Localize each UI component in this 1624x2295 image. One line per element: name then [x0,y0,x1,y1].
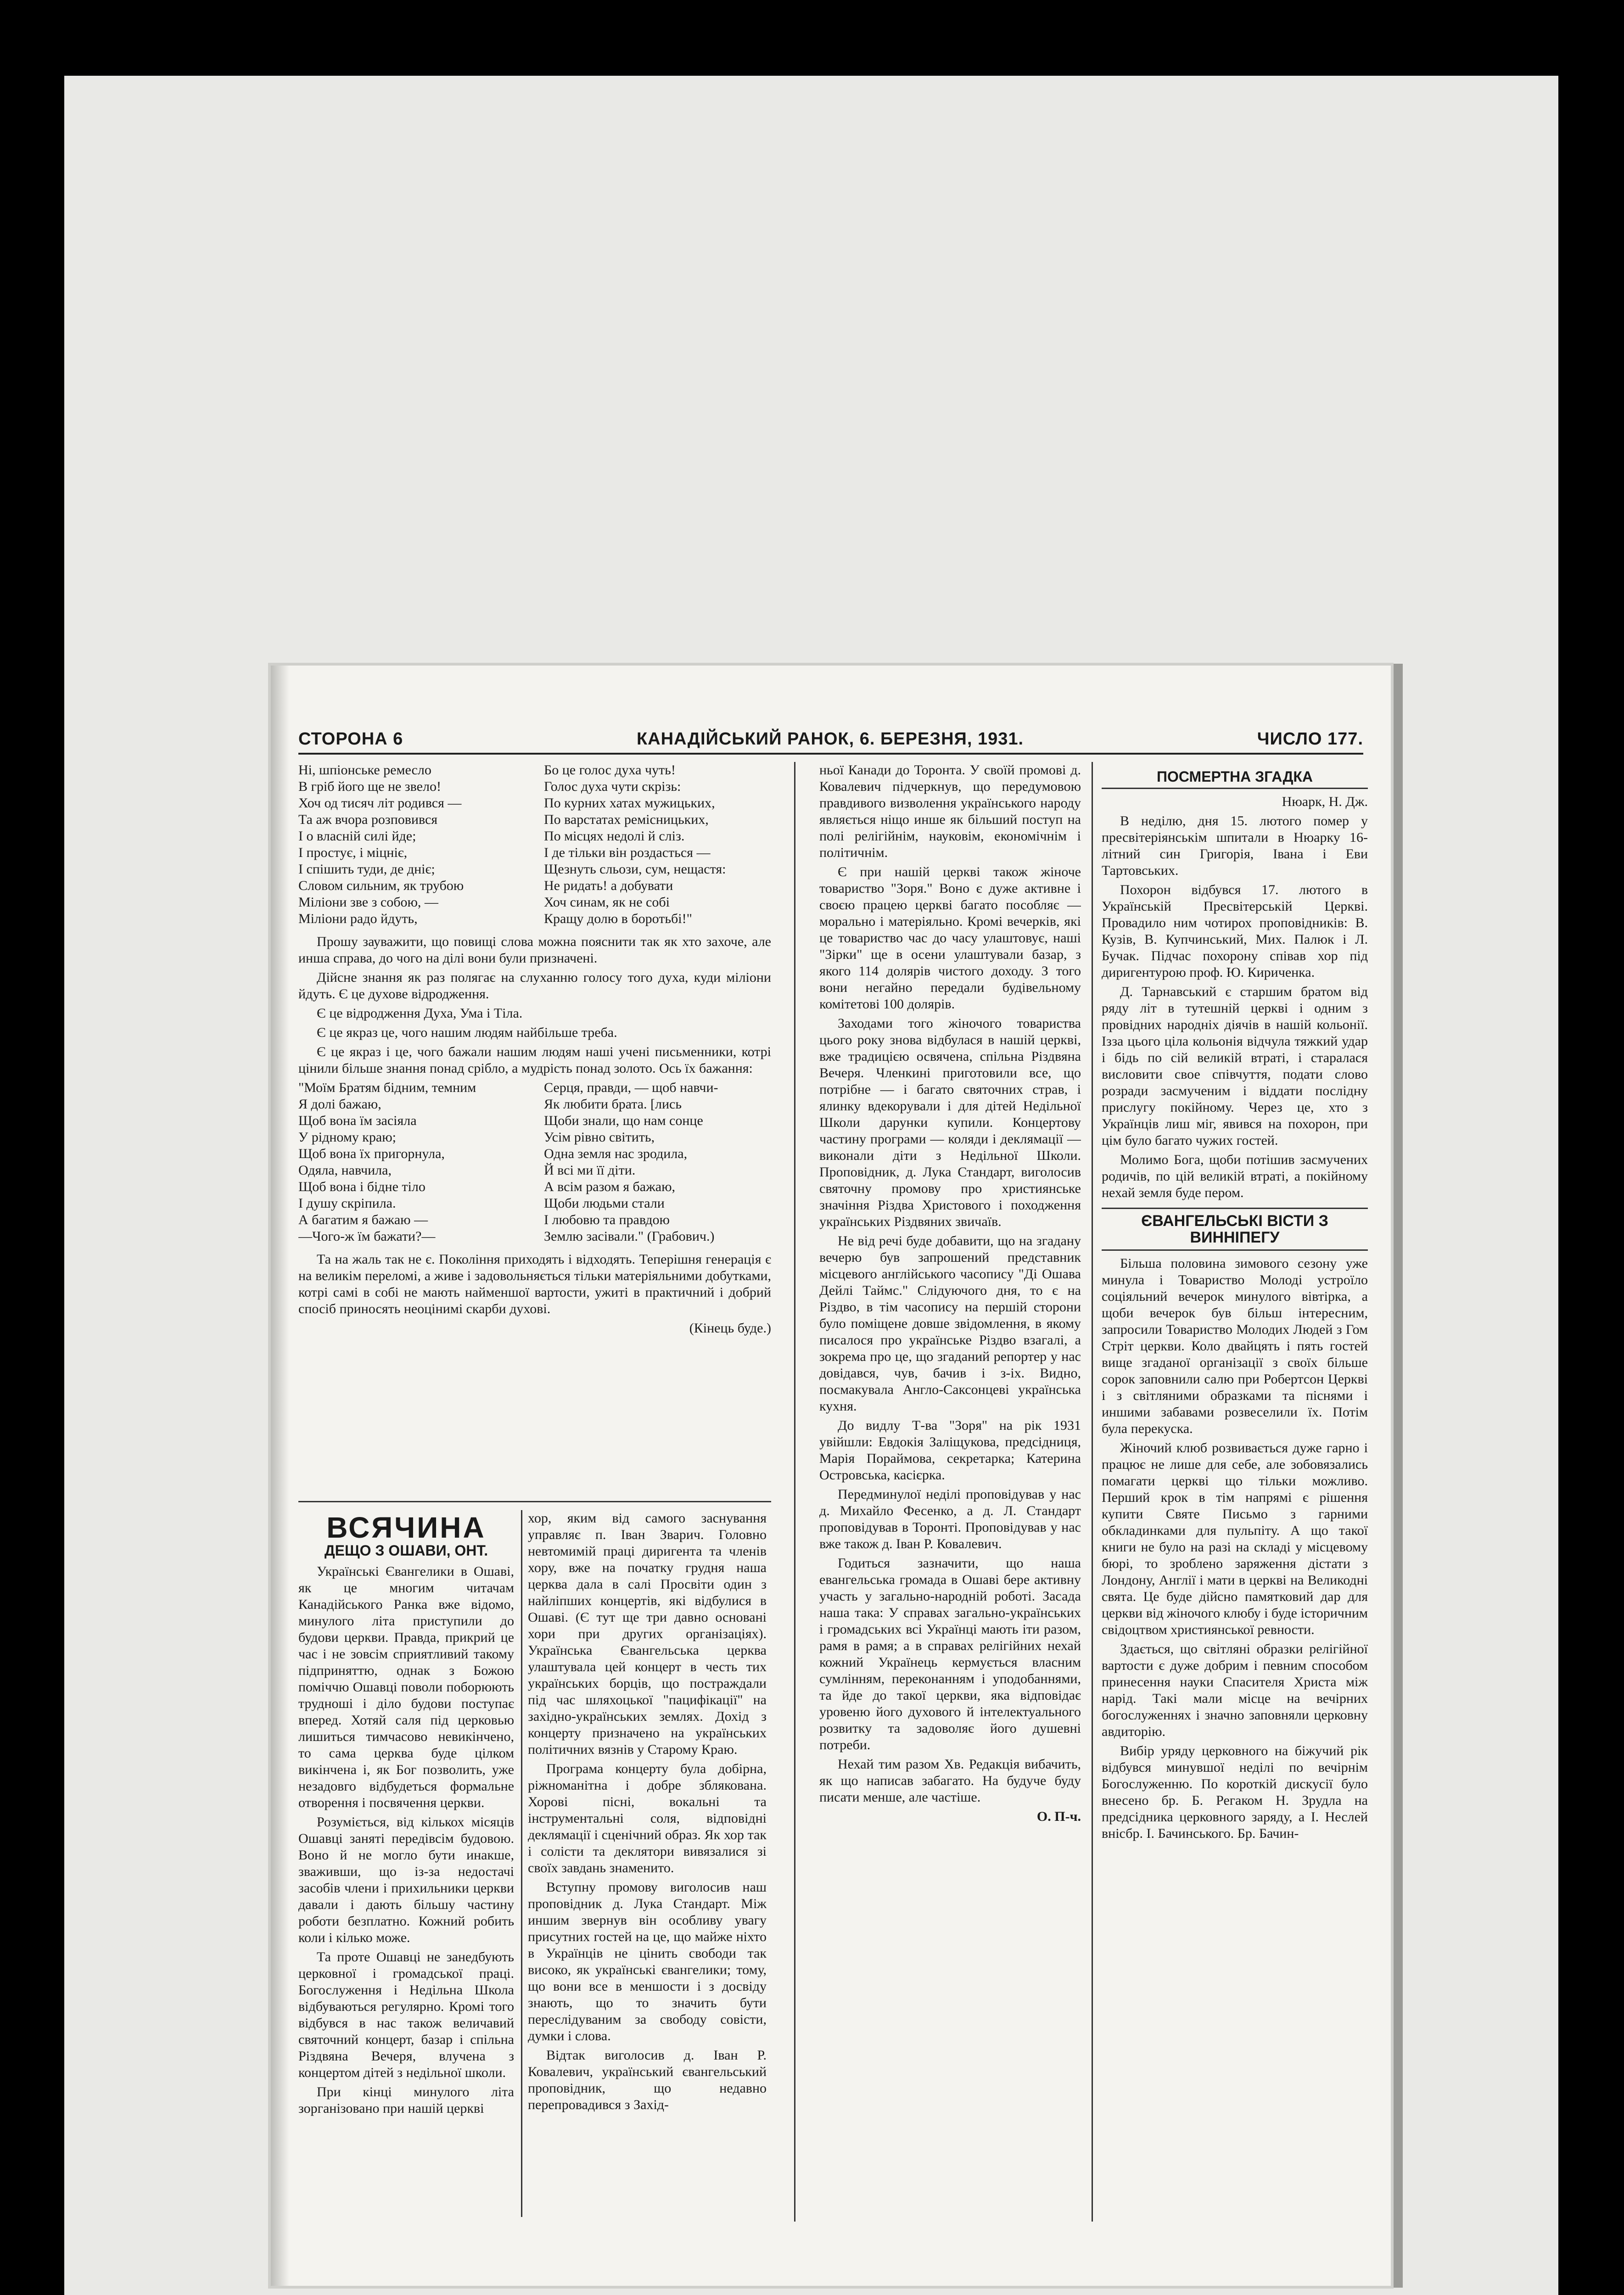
poem-line: Не ридать! а добувати [544,878,673,893]
paragraph: Та проте Ошавці не занедбують церковної і громадської праці. Богослуження і Недільна Школа відбуваються регулярно. Кромі того відбувся в нас також величавий святочний концерт, базар і спільна Різдвяна Вечеря, влучена з концертом дітей з недільної школи. [298,1949,514,2080]
poem-right [544,1080,771,1245]
paragraph: Заходами того жіночого товариства цього року знова відбулася в нашій церкві, вже традицією освячена, спільна Різдвяна Вечеря. Членкині приготовили все, що потрібне — і багато святочних страв, і ялинку вдекорували і для дітей Недільної Школи дарунки купили. Концертову частину програми — коляди і деклямації — виконали діти з Недільної Школи. Проповідник, д. Лука Стандарт, виголосив святочну промову про християнське значіння Різдва Христового і походження українських Різдвяних звичаїв. [819,1016,1081,1229]
article-subtitle: ДЕЩО З ОШАВИ, ОНТ. [324,1542,488,1559]
poem-line: Землю засівали." (Грабович.) [544,1229,715,1244]
poem-line: По курних хатах мужицьких, [544,795,715,811]
newspaper-page [271,666,1391,2286]
paragraph: Молимо Бога, щоби потішив засмучених родичів, по цій великій втраті, а покійному нехай земля буде пером. [1102,1152,1368,1200]
column-vsiachyna-cont [528,1510,767,2226]
poem-left [298,762,526,927]
paragraph: Вступну промову виголосив наш проповідник д. Лука Стандарт. Між иншим звернув він особливу увагу присутних гостей на це, що майже ніхто в Українців не цінить свободи так високо, як українські євангелики; тому, що вони все в меншости і з досвіду знають, що то значить бути переслідуваним за свободу совісти, думки і слова. [528,1880,767,2043]
poem-line: Бо це голос духа чуть! [544,762,676,778]
poem-line: Щоб вона їм засіяла [298,1113,417,1128]
poem-line: —Чого-ж їм бажати?— [298,1229,436,1244]
issue-number: ЧИСЛО 177. [1257,729,1363,749]
poem-line: Ні, шпіонське ремесло [298,762,431,778]
paragraph: ньої Канади до Торонта. У своїй промові д. Ковалевич підчеркнув, що передумовою правдивого визволення українського народу являється ніщо инше як більший поступ на полі релігійнім, науковім, економічнім і політичнім. [819,762,1081,860]
column-rule [794,762,795,2222]
poem-left [298,1080,526,1245]
paragraph: Українські Євангелики в Ошаві, як це многим читачам Канадійського Ранка вже відомо, минулого літа приступили до будови церкви. Правда, прикрий це час і не зовсім сприятливий такому підприняттю, однак з Божою поміччю Ошавці поволи поборюють трудноші і діло будови поступає вперед. Хотяй саля під церковью лишиться тимчасово невикінчено, то сама церква буде цілком викінчена і, як Бог позволить, уже незадовго відбудеться формальне отворення і посвячення церкви. [298,1564,514,1810]
poem-line: Та аж вчора розповився [298,812,438,827]
column-essay [298,762,771,1496]
poem-line: Й всі ми її діти. [544,1163,636,1178]
poem-line: По варстатах ремісницьких, [544,812,709,827]
poem-line: Щоб вона і бідне тіло [298,1179,426,1194]
poem-line: А всім разом я бажаю, [544,1179,676,1194]
paragraph: Відтак виголосив д. Іван Р. Ковалевич, український євангельський проповідник, що недавно перепровадився з Захід- [528,2048,767,2112]
paragraph: Передминулої неділі проповідував у нас д. Михайло Фесенко, а д. Л. Стандарт проповідував в Торонті. Проповідував у нас вже також д. Іван Р. Ковалевич. [819,1487,1081,1551]
poem-line: Щоб вона їх пригорнула, [298,1146,445,1161]
poem-line: Усім рівно світить, [544,1130,655,1145]
paragraph: Програма концерту була добірна, ріжноманітна і добре зблякована. Хорові пісні, вокальні та інструментальні соля, відповідні деклямації і сценічний образ. Як хор так і солісти та деклятори вивязалися зі своїх завдань знаменито. [528,1761,767,1875]
poem-line: Я долі бажаю, [298,1097,381,1112]
poem-line: І о власній силі йде; [298,828,416,844]
poem-line: І де тільки він роздасться — [544,845,711,860]
paragraph: Більша половина зимового сезону уже минула і Товариство Молоді устроїло соціяльний вечерок минулого вівтірка, а щоби вечерок був більш інтересним, запросили Товариство Молодих Людей з Гом Стріт церкви. Коло двайцять і пять гостей вище згаданої організації з своїх більше сорок заповнили салю при Робертсон Церкві і з світляними образками та піснями і иншими забавами розвеселили їх. Потім була перекуска. [1102,1256,1368,1436]
signature: О. П-ч. [1036,1809,1081,1824]
paragraph: Є це якраз і це, чого бажали нашим людям наші учені письменники, котрі цінили більше знання понад срібло, а мудрість понад золото. Ось їх бажання: [298,1044,771,1076]
poem-line: Міліони зве з собою, — [298,895,438,910]
paragraph: Дійсне знання як раз полягає на слуханню голосу того духа, куди міліони йдуть. Є це духове відродження. [298,970,771,1002]
to-be-continued: (Кінець буде.) [689,1321,771,1336]
winnipeg-news-title: ЄВАНГЕЛЬСЬКІ ВІСТИ З ВИННІПЕГУ [1102,1208,1368,1251]
poem-line: В гріб його ще не звело! [298,779,441,794]
dateline: Нюарк, Н. Дж. [1282,794,1368,809]
poem-line: Одна земля нас зродила, [544,1146,688,1161]
poem-line: Щезнуть сльози, сум, нещастя: [544,862,726,877]
poem-line: Міліони радо йдуть, [298,911,418,926]
obituary-title: ПОСМЕРТНА ЗГАДКА [1102,768,1368,789]
paragraph: До видлу Т-ва "Зоря" на рік 1931 увійшли: Евдокія Заліщукова, предсідниця, Марія Пораймова, секретарка; Катерина Островська, касієрка. [819,1418,1081,1483]
poem-right [544,762,771,927]
poem-line: Одяла, навчила, [298,1163,392,1178]
section-title-vsiachyna: ВСЯЧИНА [326,1511,486,1544]
paragraph: Розуміється, від кількох місяців Ошавці заняті передівсім будовою. Воно й не могло бути инакше, зваживши, що із-за недостачі засобів члени і прихильники церкви давали і дають більшу частину роботи безплатно. Кожний робить коли і кілько може. [298,1814,514,1945]
column-vsiachyna [298,1510,514,2226]
paragraph: Вибір уряду церковного на біжучий рік відбувся минувшої неділі по вечірнім Богослуженню. По короткій дискусії було внесено бр. Б. Регаком Н. Зрудла на предсідника церковного заряду, а І. Неслей внісбр. І. Бачинського. Бр. Бачин- [1102,1743,1368,1841]
poem-line: Голос духа чути скрізь: [544,779,681,794]
poem-line: Серця, правди, — щоб навчи- [544,1080,718,1095]
column-obituary-news [1102,762,1368,2222]
poem-stanza-1 [298,762,771,927]
poem-stanza-2 [298,1080,771,1245]
poem-line: "Моїм Братям бідним, темним [298,1080,476,1095]
paragraph: Жіночий клюб розвивається дуже гарно і працює не лише для себе, але зобовязались помагати церкві що тільки можливо. Перший крок в тім напрямі є рішення купити Святе Письмо з гарними обкладинками для пульпіту. А що такої книги не було на разі на складі у місцевому бюрі, то зроблено заряження дістати з Лондону, Англії і мати в церкві на Великодні свята. Це буде дійсно памятковий дар для церкви від жіночого клюбу і буде історичним свідоцтвом християнської ревности. [1102,1440,1368,1637]
poem-line: Хоч синам, як не собі [544,895,670,910]
paragraph: Є при нашій церкві також жіноче товариство "Зоря." Воно є дуже активне і своєю працею церкві багато пособляє — морально і матеріяльно. Кромі вечерків, які це товариство час до часу улаштовує, наші "Зірки" ще в осени улаштували базар, з якого 114 долярів чистого доходу. З того вони негайно передали будівельному комітетові 100 долярів. [819,864,1081,1012]
poem-line: Словом сильним, як трубою [298,878,464,893]
paragraph: Здається, що світляні образки релігійної вартости є дуже добрим і певним способом принесення науки Спасителя Христа між нарід. Такі мали місце на вечірних богослуженнях і значно заповняли церковну авдиторію. [1102,1641,1368,1739]
column-oshawa-cont [819,762,1081,2222]
poem-line: По місцях недолі й сліз. [544,828,685,844]
poem-line: І любовю та правдою [544,1212,670,1227]
paragraph: Похорон відбувся 17. лютого в Українській Пресвітерській Церкві. Провадило ним чотирох проповідників: В. Кузів, В. Купчинський, Мих. Палюк і Л. Бучак. Підчас похорону співав хор під диригентурою проф. Ю. Кириченка. [1102,882,1368,980]
paragraph: Та на жаль так не є. Покоління приходять і відходять. Теперішня генерація є на великім переломі, а живе і задовольняється тільки матеріяльними добутками, котрі самі в собі не мають найменшої вартости, ужиті в практичний і добрий спосіб приносять неоцінимі скарби духові. [298,1252,771,1316]
page-edge-shadow [271,666,289,2286]
paragraph: хор, яким від самого заснування управляє п. Іван Зварич. Головно невтомимій праці диригента та членів хору, вже на початку грудня наша церква дала в салі Просвіти один з найліпших концертів, які відбулися в Ошаві. (Є тут ще три давно основані хори при других організаціях). Українська Євангельська церква улаштувала цей концерт в честь тих українських борців, що постраждали під час шляхоцької "пацифікації" на західно-українських землях. Дохід з концерту призначено на українських політичних вязнів у Старому Краю. [528,1511,767,1757]
column-rule [1092,762,1093,2222]
poem-line: І простує, і міцніє, [298,845,408,860]
poem-line: Як любити брата. [лись [544,1097,682,1112]
poem-line: Щоби знали, що нам сонце [544,1113,703,1128]
paragraph: Є це відродження Духа, Ума і Тіла. [317,1006,523,1021]
paragraph: В неділю, дня 15. лютого помер у пресвітеріянськім шпитали в Нюарку 16-літний син Григорія, Івана і Еви Тартовських. [1102,813,1368,878]
masthead-title: КАНАДІЙСЬКИЙ РАНОК, 6. БЕРЕЗНЯ, 1931. [636,729,1024,749]
paragraph: Д. Тарнавський є старшим братом від ряду літ в тутешній церкві і одним з провідних народніх діячів в нашій кольонії. Ізза цього ціла кольонія відчула тяжкий удар і бідь по сій великій втраті, і старалася висловити свое співчуття, подати слово розради засмученим і віддати послідну прислугу покійному. Через це, хто з Українців лиш міг, явився на похорон, при цім було багато чужих гостей. [1102,984,1368,1148]
paragraph: При кінці минулого літа зорганізовано при нашій церкві [298,2084,514,2116]
poem-line: І душу скріпила. [298,1196,396,1211]
paragraph: Є це якраз це, чого нашим людям найбільше треба. [317,1025,617,1040]
poem-line: А багатим я бажаю — [298,1212,428,1227]
column-rule [521,1510,522,2217]
poem-line: У рідному краю; [298,1130,396,1145]
paragraph: Прошу зауважити, що повищі слова можна пояснити так як хто захоче, але инша справа, до чого на ділі вони були призначені. [298,934,771,966]
paragraph: Нехай тим разом Хв. Редакція вибачить, як що написав забагато. На будуче буду писати менше, але частіше. [819,1757,1081,1805]
page-header [298,725,1363,755]
poem-line: Щоби людьми стали [544,1196,665,1211]
poem-line: І спішить туди, де дніє; [298,862,435,877]
paragraph: Не від речі буде добавити, що на згадану вечерю був запрошений представник місцевого англійського часопису "Ді Ошава Дейлі Таймс." Слідуючого дня, то є на Різдво, в тім часопису на першій сторони було поміщене довше звідомлення, в якому писалося про українське Різдво взагалі, а зокрема про це, що згаданий репортер у нас довідався, чув, бачив і з-іх. Видно, посмакувала Англо-Саксонцеві українська кухня. [819,1233,1081,1414]
section-divider [298,1501,771,1502]
poem-line: Хоч од тисяч літ родився — [298,795,462,811]
paragraph: Годиться зазначити, що наша евангельська громада в Ошаві бере активну участь у загально-народній роботі. Засада наша така: У справах загально-українських і громадських всі Українці мають іти разом, рамя в рамя; а в справах релігійних нехай кожний Українець кермується власним сумлінням, переконанням і уподобаннями, та йде до такої церкви, яка відповідає уровеню його духового й інтелектуального розвитку та задоволяє його душевні потреби. [819,1556,1081,1752]
page-number: СТОРОНА 6 [298,729,403,749]
poem-line: Кращу долю в боротьбі!" [544,911,692,926]
